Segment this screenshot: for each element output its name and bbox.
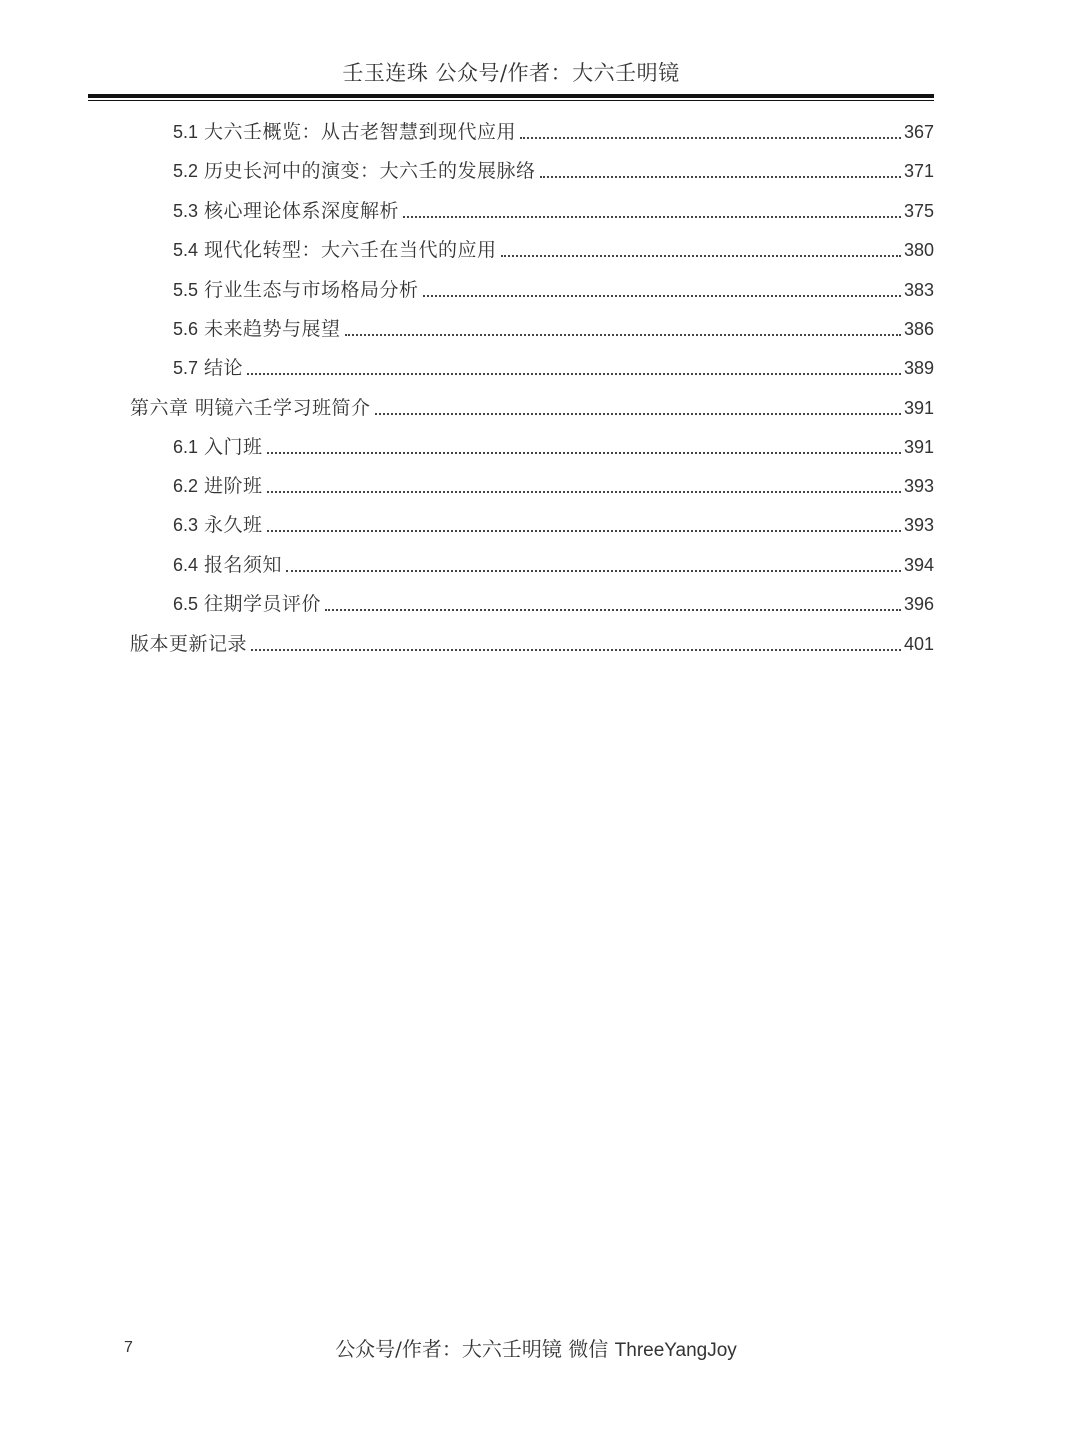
toc-entry-number: 6.5 [173,594,199,614]
toc-dot-leader [423,295,901,297]
page-footer [240,1334,832,1366]
toc-entry-page: 391 [903,437,934,457]
toc-entry[interactable] [173,156,934,186]
page-header: 壬玉连珠 公众号/作者：大六壬明镜 [342,61,680,85]
toc-dot-leader [267,491,901,493]
toc-entry[interactable] [173,314,934,344]
toc-entry[interactable] [173,550,934,580]
toc-entry-page: 380 [903,240,934,260]
toc-entry-number: 5.2 [173,161,199,181]
toc-entry-title: 入门班 [204,436,263,458]
toc-entry-title: 永久班 [204,514,263,536]
toc-entry[interactable] [173,589,934,619]
toc-entry-number: 6.4 [173,555,199,575]
toc-dot-leader [403,216,901,218]
toc-dot-leader [267,452,901,454]
toc-entry[interactable] [173,196,934,226]
toc-dot-leader [540,176,901,178]
toc-entry-title: 核心理论体系深度解析 [204,200,400,222]
toc-entry[interactable] [173,471,934,501]
toc-entry-number: 5.3 [173,201,199,221]
toc-entry-number: 5.4 [173,240,199,260]
toc-entry-number: 5.5 [173,280,199,300]
toc-entry-title: 结论 [204,357,244,379]
toc-entry[interactable] [173,353,934,383]
toc-dot-leader [325,609,901,611]
toc-entry-page: 391 [903,398,934,418]
toc-dot-leader [345,334,901,336]
toc-entry-page: 393 [903,515,934,535]
toc-entry-number: 5.6 [173,319,199,339]
header-rule [88,94,934,98]
toc-entry-title: 第六章 明镜六壬学习班简介 [130,397,371,419]
toc-dot-leader [520,137,901,139]
toc-entry-title: 版本更新记录 [130,633,248,655]
toc-entry-title: 进阶班 [204,475,263,497]
header-rule-thin [88,100,934,101]
toc-entry-page: 389 [903,358,934,378]
toc-dot-leader [267,530,901,532]
toc-entry-title: 历史长河中的演变：大六壬的发展脉络 [204,160,536,182]
toc-entry-number: 5.7 [173,358,199,378]
toc-dot-leader [286,570,901,572]
page-number: 7 [124,1339,133,1356]
toc-dot-leader [247,373,901,375]
toc-entry-page: 396 [903,594,934,614]
footer-wechat-id: ThreeYangJoy [614,1340,737,1361]
toc-entry-number: 6.3 [173,515,199,535]
toc-entry[interactable] [173,510,934,540]
toc-entry-title: 行业生态与市场格局分析 [204,279,419,301]
toc-entry-title: 现代化转型：大六壬在当代的应用 [204,239,497,261]
toc-entry-number: 5.1 [173,122,199,142]
toc-entry-page: 394 [903,555,934,575]
toc-dot-leader [251,649,901,651]
toc-entry[interactable] [173,117,934,147]
toc-entry-page: 371 [903,161,934,181]
toc-entry-page: 393 [903,476,934,496]
toc-entry[interactable] [173,432,934,462]
toc-entry[interactable] [173,235,934,265]
toc-entry-title: 大六壬概览：从古老智慧到现代应用 [204,121,517,143]
footer-text: 公众号/作者：大六壬明镜 微信 [335,1337,615,1361]
toc-entry-title: 往期学员评价 [204,593,322,615]
toc-entry-title: 报名须知 [204,554,283,576]
toc-entry-page: 367 [903,122,934,142]
toc-entry-page: 383 [903,280,934,300]
toc-entry-number: 6.2 [173,476,199,496]
toc-entry-page: 375 [903,201,934,221]
toc-entry-page: 386 [903,319,934,339]
toc-chapter-entry[interactable] [130,393,934,423]
toc-entry-number: 6.1 [173,437,199,457]
toc-dot-leader [375,413,901,415]
toc-entry-title: 未来趋势与展望 [204,318,341,340]
toc-dot-leader [501,255,901,257]
toc-entry-page: 401 [903,634,934,654]
toc-entry[interactable] [173,275,934,305]
toc-chapter-entry[interactable] [130,629,934,659]
